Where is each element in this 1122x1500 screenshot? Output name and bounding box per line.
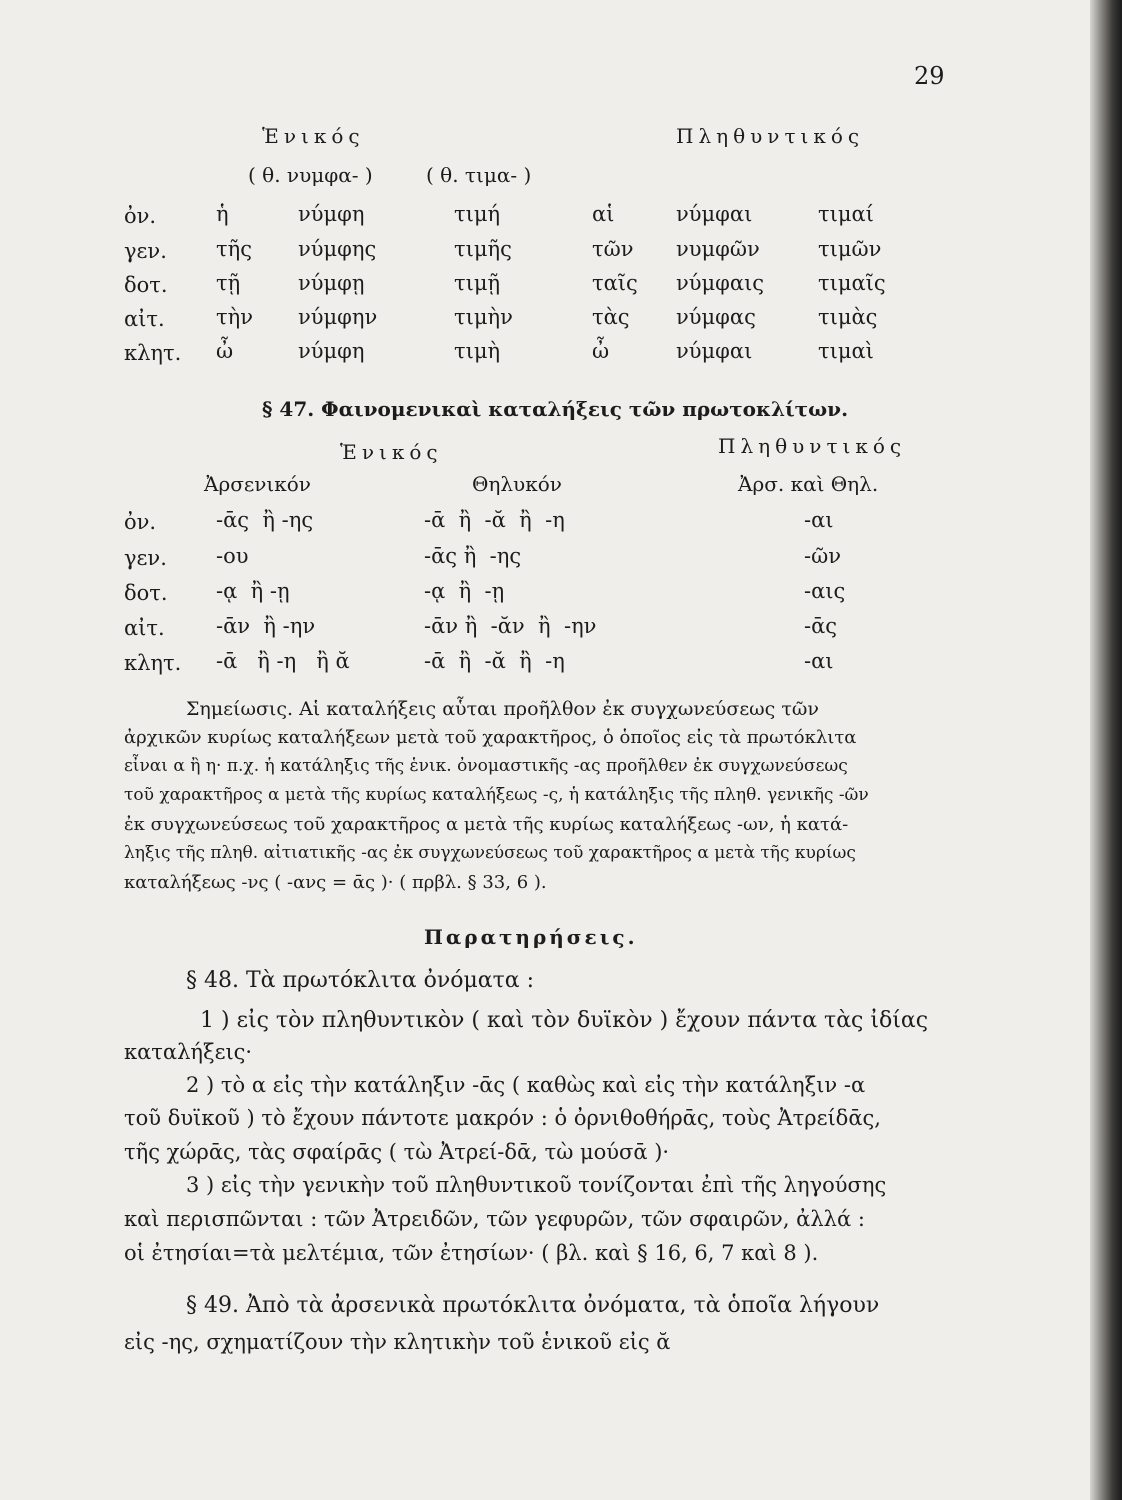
table1-article: ὦ — [216, 339, 234, 363]
section47-plural-ending: -αις — [804, 579, 846, 603]
section47-masc-heading: Ἀρσενικόν — [204, 472, 311, 496]
table1-plural-word1: νύμφαις — [676, 271, 765, 295]
table1-plural-article: τὰς — [592, 305, 630, 329]
section47-case: δοτ. — [124, 581, 168, 605]
section47-plural-ending: -αι — [804, 649, 834, 673]
note-line: ἐκ συγχωνεύσεως τοῦ χαρακτῆρος α μετὰ τῆς κυρίως καταλήξεως -ων, ἡ κατά- — [124, 814, 849, 835]
section47-masc-ending: -ᾱς ἢ -ης — [216, 508, 314, 532]
table1-word1: νύμφη — [298, 202, 365, 226]
note-line: ἀρχικῶν κυρίως καταλήξεων μετὰ τοῦ χαρακτῆρος, ὁ ὁποῖος εἰς τὰ πρωτόκλιτα — [124, 727, 857, 748]
table1-plural-article: τῶν — [592, 237, 634, 261]
section47-fem-ending: -ᾱς ἢ -ης — [424, 544, 522, 568]
table1-stem-tima: ( θ. τιμα- ) — [426, 163, 532, 187]
section47-title: § 47. Φαινομενικαὶ καταλήξεις τῶν πρωτοκλίτων. — [262, 397, 849, 421]
table1-word2: τιμὴ — [454, 339, 501, 363]
body-line: οἱ ἐτησίαι=τὰ μελτέμια, τῶν ἐτησίων· ( βλ. καὶ § 16, 6, 7 καὶ 8 ). — [124, 1241, 819, 1265]
note-line: Σημείωσις. Αἱ καταλήξεις αὗται προῆλθον ἐκ συγχωνεύσεως τῶν — [186, 698, 819, 720]
body-line: εἰς -ης, σχηματίζουν τὴν κλητικὴν τοῦ ἑνικοῦ εἰς ᾰ — [124, 1330, 671, 1354]
note-line: ληξις τῆς πληθ. αἰτιατικῆς -ας ἐκ συγχωνεύσεως τοῦ χαρακτῆρος α μετὰ τῆς κυρίως — [124, 843, 856, 863]
note-line: τοῦ χαρακτῆρος α μετὰ τῆς κυρίως καταλήξεως -ς, ἡ κατάληξις τῆς πληθ. γενικῆς -ῶν — [124, 785, 869, 805]
section49-line: § 49. Ἀπὸ τὰ ἀρσενικὰ πρωτόκλιτα ὀνόματα, τὰ ὁποῖα λήγουν — [186, 1293, 880, 1318]
table1-word1: νύμφην — [298, 305, 378, 329]
section47-plural-heading: Πληθυντικός — [718, 434, 907, 458]
table1-word2: τιμή — [454, 202, 501, 226]
table1-case: γεν. — [124, 239, 167, 263]
section47-fem-ending: -ᾱν ἢ -ᾰν ἢ -ην — [424, 614, 597, 638]
section47-masc-ending: -ᾱ ἢ -η ἢ ᾰ — [216, 649, 350, 673]
section47-plural-sub: Ἀρσ. καὶ Θηλ. — [738, 472, 879, 496]
page-number: 29 — [914, 62, 945, 90]
table1-plural-word2: τιμαῖς — [818, 271, 886, 295]
section47-case: αἰτ. — [124, 616, 165, 640]
table1-plural-article: ὦ — [592, 339, 610, 363]
section47-fem-ending: -ᾳ ἢ -ῃ — [424, 579, 505, 603]
section47-case: γεν. — [124, 546, 167, 570]
table1-plural-word1: νύμφαι — [676, 202, 753, 226]
table1-plural-word1: νύμφας — [676, 305, 756, 329]
section47-plural-ending: -ᾱς — [804, 614, 838, 638]
table1-plural-word2: τιμαὶ — [818, 339, 874, 363]
table1-case: αἰτ. — [124, 307, 165, 331]
section47-masc-ending: -ου — [216, 544, 249, 568]
table1-word1: νύμφης — [298, 237, 377, 261]
section48-line: § 48. Τὰ πρωτόκλιτα ὀνόματα : — [186, 968, 535, 993]
table1-singular-heading: Ἑνικός — [262, 124, 365, 148]
body-line: 1 ) εἰς τὸν πληθυντικὸν ( καὶ τὸν δυϊκὸν ) ἔχουν πάντα τὰς ἰδίας — [200, 1008, 929, 1033]
table1-word2: τιμῇ — [454, 271, 501, 295]
table1-plural-word1: νύμφαι — [676, 339, 753, 363]
table1-case: δοτ. — [124, 273, 168, 297]
note-line: εἶναι α ἢ η· π.χ. ἡ κατάληξις τῆς ἑνικ. ὀνομαστικῆς -ας προῆλθεν ἐκ συγχωνεύσεως — [124, 756, 848, 776]
section47-fem-ending: -ᾱ ἢ -ᾰ ἢ -η — [424, 508, 565, 532]
body-line: καταλήξεις· — [124, 1040, 253, 1064]
table1-plural-article: αἱ — [592, 202, 615, 226]
book-spine-shadow — [1090, 0, 1122, 1500]
section47-case: κλητ. — [124, 651, 182, 675]
table1-article: τῇ — [216, 271, 241, 295]
table1-word2: τιμῆς — [454, 237, 512, 261]
table1-plural-article: ταῖς — [592, 271, 638, 295]
section47-fem-heading: Θηλυκόν — [472, 472, 562, 496]
note-line: καταλήξεως -νς ( -ανς = ᾱς )· ( πρβλ. § 33, 6 ). — [124, 872, 547, 893]
section47-plural-ending: -ῶν — [804, 544, 841, 568]
remarks-heading: Παρατηρήσεις. — [424, 925, 638, 949]
body-line: καὶ περισπῶνται : τῶν Ἀτρειδῶν, τῶν γεφυρῶν, τῶν σφαιρῶν, ἀλλά : — [124, 1207, 865, 1231]
table1-plural-word2: τιμὰς — [818, 305, 878, 329]
body-line: 2 ) τὸ α εἰς τὴν κατάληξιν -ᾱς ( καθὼς καὶ εἰς τὴν κατάληξιν -α — [186, 1073, 866, 1097]
section47-plural-ending: -αι — [804, 508, 834, 532]
body-line: τῆς χώρᾱς, τὰς σφαίρᾱς ( τὼ Ἀτρεί-δᾱ, τὼ μούσᾱ )· — [124, 1140, 670, 1164]
section47-singular-heading: Ἑνικός — [340, 440, 443, 464]
table1-plural-heading: Πληθυντικός — [676, 124, 865, 148]
table1-word1: νύμφῃ — [298, 271, 365, 295]
table1-stem-numpha: ( θ. νυμφα- ) — [248, 163, 373, 187]
section47-masc-ending: -ᾱν ἢ -ην — [216, 614, 316, 638]
table1-case: ὀν. — [124, 204, 157, 228]
table1-plural-word2: τιμῶν — [818, 237, 882, 261]
section47-case: ὀν. — [124, 510, 157, 534]
table1-article: τὴν — [216, 305, 253, 329]
table1-word2: τιμὴν — [454, 305, 513, 329]
table1-case: κλητ. — [124, 341, 182, 365]
table1-article: ἡ — [216, 202, 229, 226]
table1-article: τῆς — [216, 237, 252, 261]
table1-plural-word2: τιμαί — [818, 202, 874, 226]
section47-masc-ending: -ᾳ ἢ -ῃ — [216, 579, 290, 603]
body-line: 3 ) εἰς τὴν γενικὴν τοῦ πληθυντικοῦ τονίζονται ἐπὶ τῆς ληγούσης — [186, 1173, 887, 1197]
table1-word1: νύμφη — [298, 339, 365, 363]
section47-fem-ending: -ᾱ ἢ -ᾰ ἢ -η — [424, 649, 565, 673]
table1-plural-word1: νυμφῶν — [676, 237, 760, 261]
body-line: τοῦ δυϊκοῦ ) τὸ ἔχουν πάντοτε μακρόν : ὁ ὀρνιθοθήρᾱς, τοὺς Ἀτρείδᾱς, — [124, 1106, 881, 1130]
